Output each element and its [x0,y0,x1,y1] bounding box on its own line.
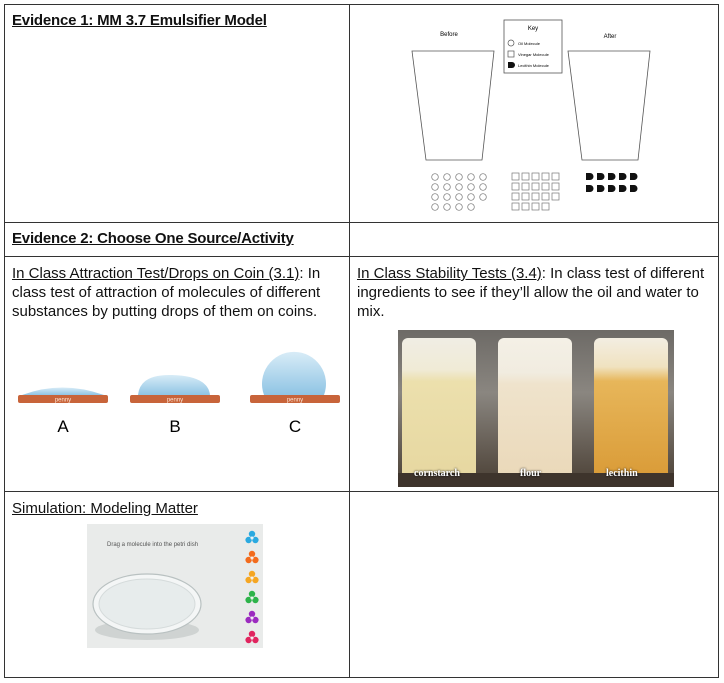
simulation-panel[interactable] [87,524,263,648]
coin-b-text: penny [166,397,184,404]
stability-test-title[interactable]: In Class Stability Tests (3.4) [357,265,542,282]
petri-dish-inner [99,579,195,629]
table-border-bottom [4,677,719,678]
stability-test-text [357,264,713,321]
key-title: Key [527,26,539,32]
stability-test-colon: : [541,265,546,282]
stability-test-cell [357,264,713,489]
petri-dish-svg [87,524,263,648]
after-cup [568,51,650,160]
coin-c-text: penny [286,397,304,404]
molecule-pink-icon[interactable] [245,630,259,649]
coin-a-letter: A [57,417,69,436]
molecule-yellow-icon[interactable] [245,570,259,589]
label-cornstarch: cornstarch [414,468,460,479]
label-flour: flour [520,468,542,479]
evidence2-heading: Evidence 2: Choose One Source/Activity [12,230,294,247]
molecule-blue-icon[interactable] [245,530,259,549]
lecithin-molecule-icon [508,62,515,68]
vinegar-molecules-group [512,173,559,210]
key-item-oil: Oil Molecule [518,41,541,46]
coin-a-text: penny [54,397,72,404]
evidence1-cell [12,12,342,212]
attraction-test-colon: : [299,265,304,282]
drop-a [22,388,104,396]
molecule-purple-icon[interactable] [245,610,259,629]
attraction-test-cell [12,264,346,489]
table-divider-row1 [4,222,719,223]
coin-c-letter: C [288,417,302,436]
emulsifier-model-diagram [350,5,718,222]
after-label: After [603,34,617,40]
simulation-title[interactable]: Simulation: Modeling Matter [12,500,198,517]
simulation-cell [12,500,346,672]
key-item-vinegar: Vinegar Molecule [518,52,549,57]
attraction-test-description: In class test of attraction of molecules of different substances by putting drops of them on coins. [12,265,321,320]
table-divider-row3 [4,491,719,492]
empty-cell [357,500,713,672]
cup-lecithin [594,338,668,482]
model-svg [350,5,718,222]
stability-test-photo [398,330,674,487]
cup-flour [498,338,572,482]
evidence2-cell [12,230,342,252]
oil-molecules-group [432,174,487,211]
sim-instruction: Drag a molecule into the petri dish [107,542,199,548]
lecithin-molecules-group [586,173,638,192]
table-divider-row2 [4,256,719,257]
table-border-left [4,4,5,678]
label-lecithin: lecithin [606,468,638,479]
evidence-table [4,4,719,678]
drop-b [138,375,210,395]
attraction-test-title[interactable]: In Class Attraction Test/Drops on Coin (3.1) [12,265,300,282]
stability-test-description: In class test of different ingredients to see if they’ll allow the oil and water to mix. [357,265,705,320]
key-item-lecithin: Lecithin Molecule [518,63,549,68]
molecule-green-icon[interactable] [245,590,259,609]
before-cup [412,51,494,160]
molecule-orange-icon[interactable] [245,550,259,569]
attraction-test-text [12,264,346,321]
before-label: Before [440,32,458,38]
coin-b-letter: B [169,417,181,436]
drop-c [262,352,326,395]
cup-cornstarch [402,338,476,482]
table-border-right [718,4,719,678]
evidence1-heading: Evidence 1: MM 3.7 Emulsifier Model [12,12,267,29]
molecule-palette [243,528,261,644]
coin-drops-figure [12,346,346,456]
